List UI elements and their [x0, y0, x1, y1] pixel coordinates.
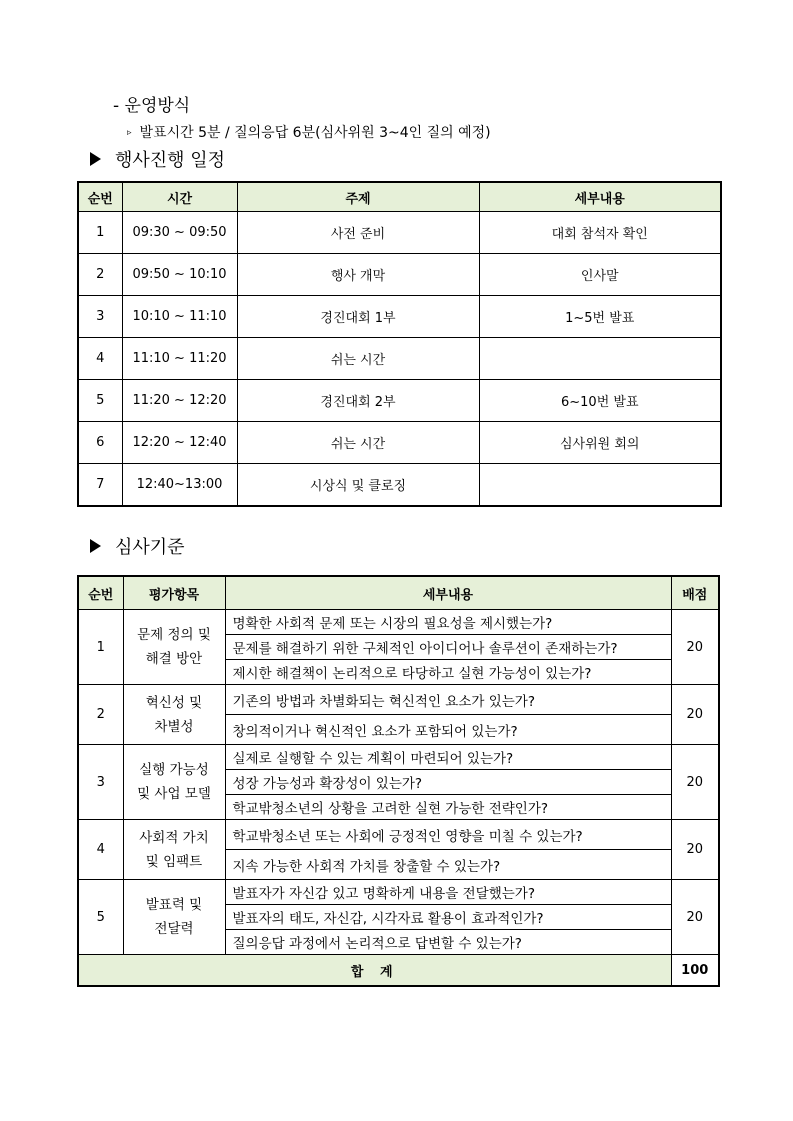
cell-item [123, 685, 225, 745]
play-arrow-icon [90, 152, 101, 166]
table-row [78, 880, 719, 905]
cell-question: 발표자가 자신감 있고 명확하게 내용을 전달했는가? [225, 880, 671, 905]
cell-detail: 1~5번 발표 [479, 296, 721, 338]
cell-topic: 시상식 및 클로징 [237, 464, 479, 507]
criteria-table [77, 575, 720, 987]
table-row [78, 296, 721, 338]
item-line: 및 임팩트 [145, 853, 203, 870]
cell-topic: 행사 개막 [237, 254, 479, 296]
item-line: 사회적 가치 [139, 829, 209, 846]
cell-no: 1 [78, 212, 122, 254]
cell-question: 문제를 해결하기 위한 구체적인 아이디어나 솔루션이 존재하는가? [225, 635, 671, 660]
cell-topic: 경진대회 2부 [237, 380, 479, 422]
table-row [78, 685, 719, 715]
operation-detail-line [127, 122, 491, 142]
cell-item [123, 745, 225, 820]
cell-question: 학교밖청소년 또는 사회에 긍정적인 영향을 미칠 수 있는가? [225, 820, 671, 850]
cell-time: 11:10 ~ 11:20 [122, 338, 237, 380]
item-line: 문제 정의 및 [137, 627, 211, 643]
cell-topic: 사전 준비 [237, 212, 479, 254]
cell-no: 4 [78, 338, 122, 380]
cell-topic: 쉬는 시간 [237, 422, 479, 464]
cell-item [123, 610, 225, 685]
criteria-header-row [78, 576, 719, 610]
cell-question: 창의적이거나 혁신적인 요소가 포함되어 있는가? [225, 715, 671, 745]
table-row [78, 380, 721, 422]
total-row [78, 955, 719, 987]
table-row [78, 820, 719, 850]
cell-score: 20 [671, 685, 719, 745]
cell-score: 20 [671, 880, 719, 955]
operation-heading: - 운영방식 [113, 96, 191, 116]
cell-question: 지속 가능한 사회적 가치를 창출할 수 있는가? [225, 850, 671, 880]
col-header-score: 배점 [671, 576, 719, 610]
total-label: 합 계 [78, 955, 671, 987]
cell-no: 3 [78, 296, 122, 338]
cell-time: 09:50 ~ 10:10 [122, 254, 237, 296]
col-header-time: 시간 [122, 182, 237, 212]
col-header-topic: 주제 [237, 182, 479, 212]
cell-no: 2 [78, 254, 122, 296]
cell-item [123, 820, 225, 880]
item-line: 전달력 [154, 921, 194, 937]
total-value: 100 [671, 955, 719, 987]
cell-item [123, 880, 225, 955]
play-arrow-icon [90, 539, 101, 553]
cell-topic: 쉬는 시간 [237, 338, 479, 380]
cell-question: 질의응답 과정에서 논리적으로 답변할 수 있는가? [225, 930, 671, 955]
cell-time: 12:20 ~ 12:40 [122, 422, 237, 464]
col-header-no: 순번 [78, 182, 122, 212]
item-line: 및 사업 모델 [137, 786, 211, 802]
cell-time: 11:20 ~ 12:20 [122, 380, 237, 422]
cell-detail [479, 464, 721, 507]
cell-time: 09:30 ~ 09:50 [122, 212, 237, 254]
cell-detail: 6~10번 발표 [479, 380, 721, 422]
cell-question: 기존의 방법과 차별화되는 혁신적인 요소가 있는가? [225, 685, 671, 715]
cell-question: 제시한 해결책이 논리적으로 타당하고 실현 가능성이 있는가? [225, 660, 671, 685]
schedule-header-row [78, 182, 721, 212]
cell-time: 10:10 ~ 11:10 [122, 296, 237, 338]
cell-no: 1 [78, 610, 123, 685]
item-line: 혁신성 및 [145, 694, 203, 711]
cell-no: 4 [78, 820, 123, 880]
cell-time: 12:40~13:00 [122, 464, 237, 507]
cell-question: 실제로 실행할 수 있는 계획이 마련되어 있는가? [225, 745, 671, 770]
table-row [78, 422, 721, 464]
cell-detail: 인사말 [479, 254, 721, 296]
cell-no: 6 [78, 422, 122, 464]
table-row [78, 212, 721, 254]
table-row [78, 254, 721, 296]
cell-no: 5 [78, 380, 122, 422]
cell-question: 학교밖청소년의 상황을 고려한 실현 가능한 전략인가? [225, 795, 671, 820]
schedule-table [77, 181, 722, 507]
schedule-title: 행사진행 일정 [115, 150, 226, 171]
cell-score: 20 [671, 820, 719, 880]
cell-question: 명확한 사회적 문제 또는 시장의 필요성을 제시했는가? [225, 610, 671, 635]
col-header-detail: 세부내용 [479, 182, 721, 212]
criteria-title: 심사기준 [115, 537, 185, 558]
table-row [78, 745, 719, 770]
cell-question: 발표자의 태도, 자신감, 시각자료 활용이 효과적인가? [225, 905, 671, 930]
item-line: 실행 가능성 [139, 762, 209, 778]
table-row [78, 464, 721, 507]
criteria-section-title [90, 533, 185, 559]
cell-score: 20 [671, 745, 719, 820]
cell-no: 7 [78, 464, 122, 507]
cell-detail: 심사위원 회의 [479, 422, 721, 464]
operation-detail: 발표시간 5분 / 질의응답 6분(심사위원 3~4인 질의 예정) [139, 125, 491, 141]
cell-topic: 경진대회 1부 [237, 296, 479, 338]
cell-question: 성장 가능성과 확장성이 있는가? [225, 770, 671, 795]
table-row [78, 338, 721, 380]
item-line: 해결 방안 [145, 651, 203, 667]
item-line: 차별성 [154, 718, 194, 735]
col-header-no: 순번 [78, 576, 123, 610]
item-line: 발표력 및 [145, 897, 203, 913]
bullet-triangle-icon: ▹ [127, 128, 132, 138]
cell-score: 20 [671, 610, 719, 685]
cell-no: 2 [78, 685, 123, 745]
cell-no: 3 [78, 745, 123, 820]
cell-detail [479, 338, 721, 380]
cell-no: 5 [78, 880, 123, 955]
col-header-item: 평가항목 [123, 576, 225, 610]
schedule-section-title [90, 146, 225, 172]
table-row [78, 610, 719, 635]
cell-detail: 대회 참석자 확인 [479, 212, 721, 254]
col-header-detail: 세부내용 [225, 576, 671, 610]
